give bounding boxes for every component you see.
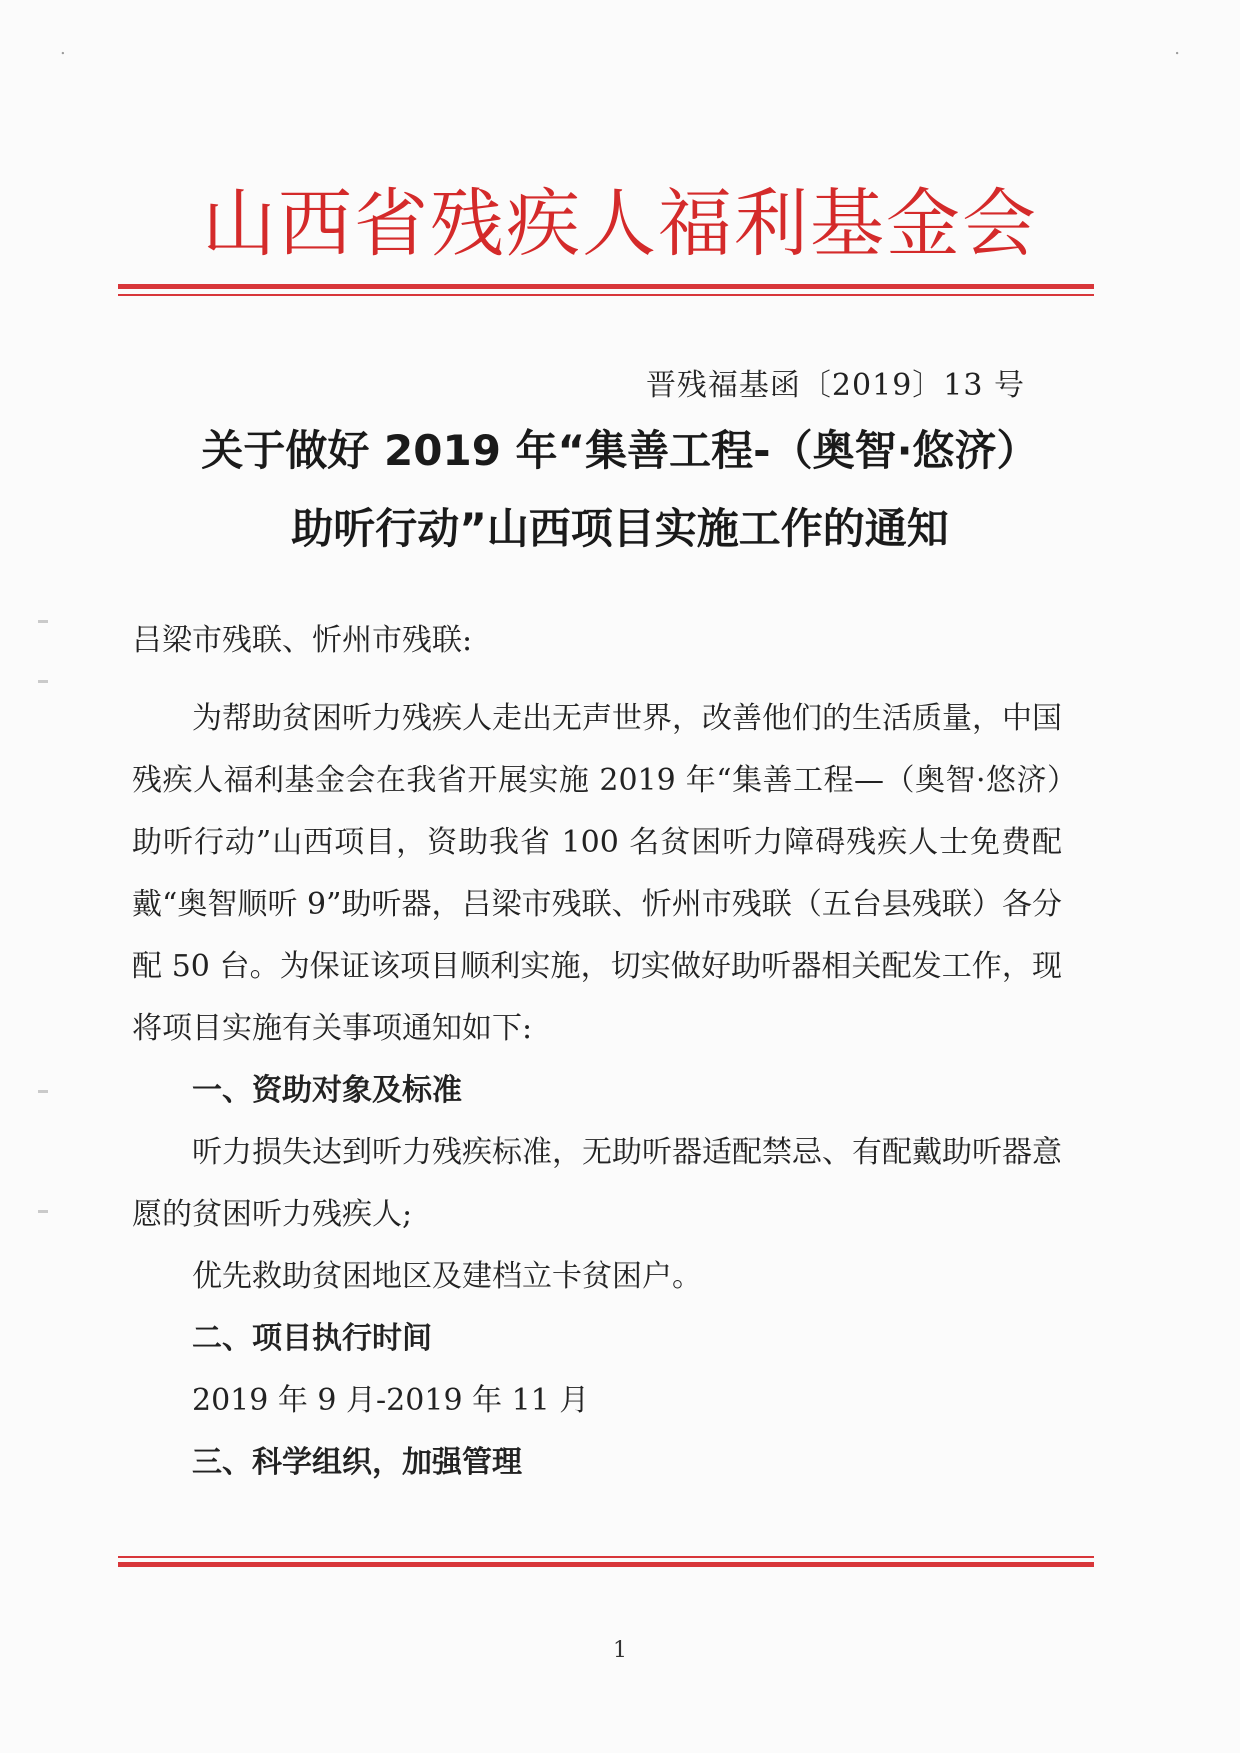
document-body	[132, 688, 1062, 1494]
section-3-heading: 三、科学组织，加强管理	[192, 1445, 522, 1480]
org-letterhead: 山西省残疾人福利基金会	[202, 181, 1038, 267]
document-number: 晋残福基函〔2019〕13 号	[645, 368, 1025, 403]
section-2-heading: 二、项目执行时间	[192, 1321, 432, 1356]
addressee: 吕梁市残联、忻州市残联:	[132, 623, 473, 658]
footer-rule	[118, 1556, 1094, 1567]
scan-mark-left: .	[60, 38, 66, 59]
section-2-paragraph-1: 2019 年 9 月-2019 年 11 月	[192, 1383, 590, 1418]
section-1-heading: 一、资助对象及标准	[192, 1073, 462, 1108]
letterhead-top-rule	[118, 284, 1094, 296]
page-number: 1	[613, 1638, 627, 1663]
intro-paragraph: 为帮助贫困听力残疾人走出无声世界，改善他们的生活质量，中国残疾人福利基金会在我省开展实施 2019 年“集善工程—（奥智·悠济）助听行动”山西项目，资助我省 100 名贫困听力障碍残疾人士免费配戴“奥智顺听 9”助听器，吕梁市残联、忻州市残联（五台县残联）各分配 50 台。为保证该项目顺利实施，切实做好助听器相关配发工作，现将项目实施有关事项通知如下:	[132, 701, 1062, 1046]
section-1-paragraph-2: 优先救助贫困地区及建档立卡贫困户。	[192, 1259, 702, 1294]
binding-marks	[30, 620, 60, 1220]
scan-mark-right: .	[1174, 38, 1180, 59]
document-title	[0, 412, 1240, 568]
title-line-2: 助听行动”山西项目实施工作的通知	[291, 504, 949, 553]
section-1-paragraph-1: 听力损失达到听力残疾标准，无助听器适配禁忌、有配戴助听器意愿的贫困听力残疾人;	[132, 1135, 1062, 1232]
title-line-1: 关于做好 2019 年“集善工程-（奥智·悠济）	[201, 426, 1039, 475]
